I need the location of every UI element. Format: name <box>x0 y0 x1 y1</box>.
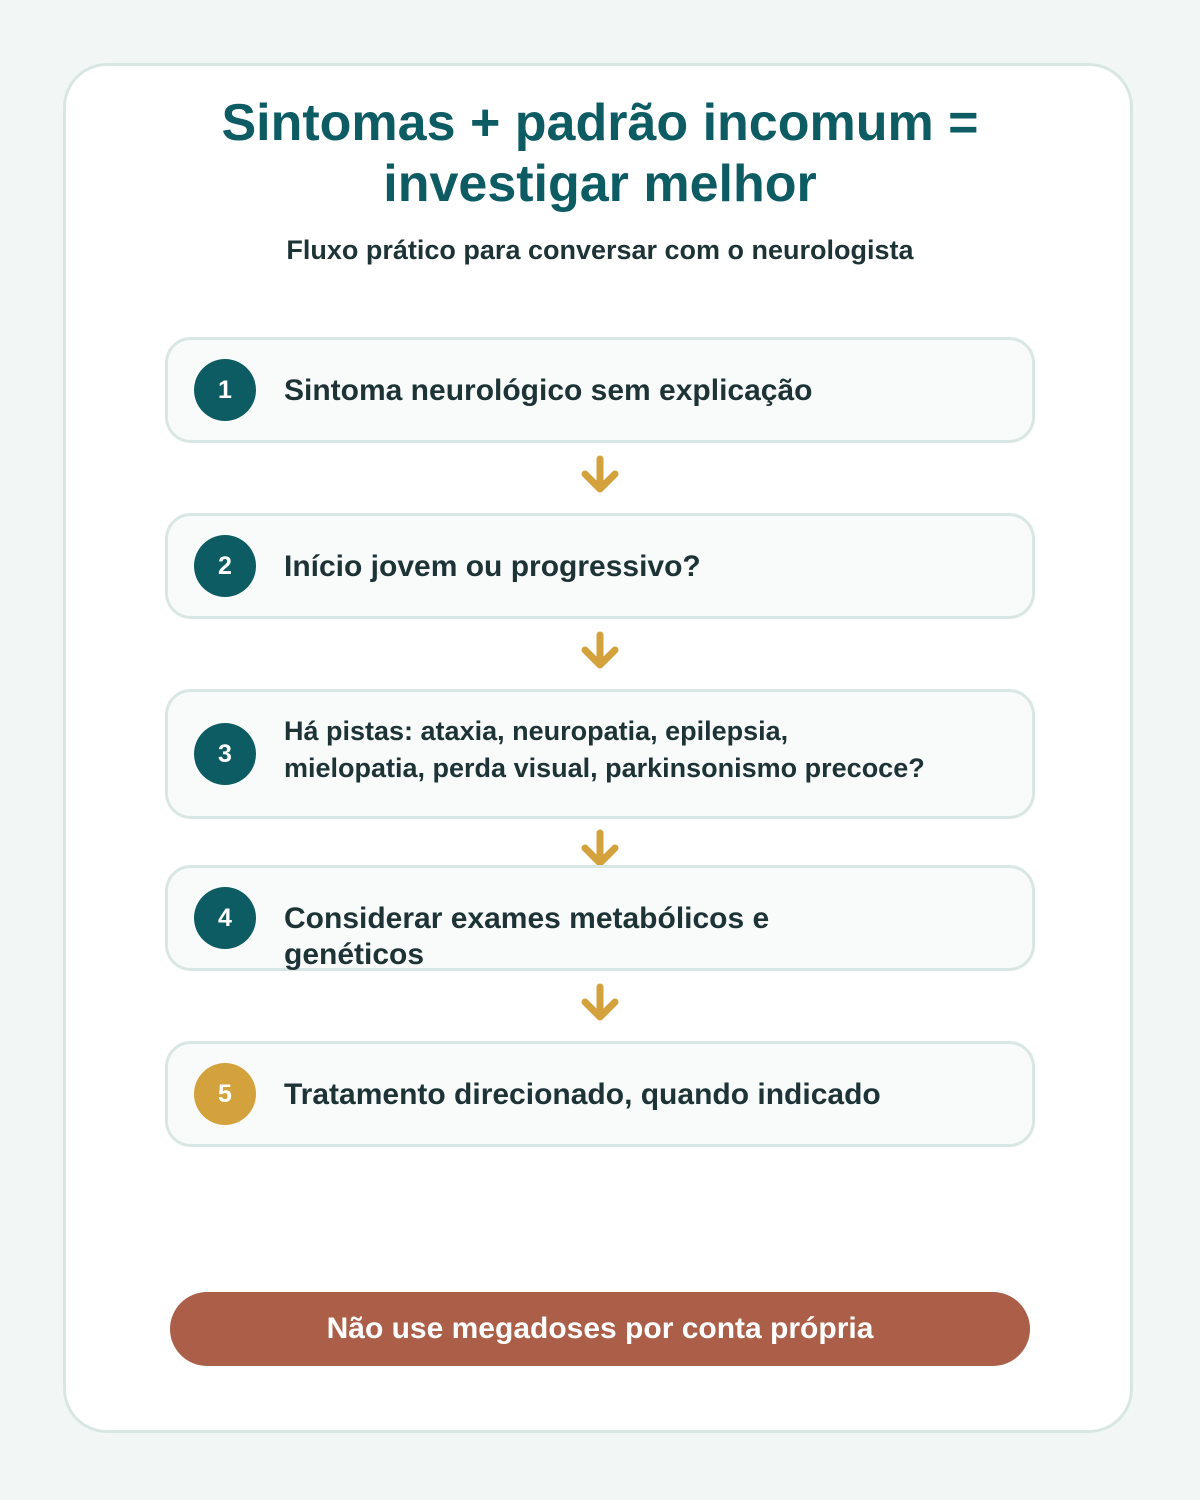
step-text-4 <box>284 901 769 973</box>
arrow-down-icon <box>576 455 624 495</box>
warning-banner: Não use megadoses por conta própria <box>170 1292 1030 1366</box>
arrow-down-icon <box>576 983 624 1023</box>
title-line-1: Sintomas + padrão incomum = <box>221 94 979 152</box>
page-subtitle: Fluxo prático para conversar com o neurologista <box>286 235 914 265</box>
step-number-badge-4: 4 <box>194 887 256 949</box>
flow-step-3 <box>165 689 1035 819</box>
step-number-badge-5: 5 <box>194 1063 256 1125</box>
step-text-1: Sintoma neurológico sem explicação <box>284 374 813 407</box>
step-text-3 <box>284 713 925 787</box>
step-text-5: Tratamento direcionado, quando indicado <box>284 1078 881 1111</box>
flow-step-2 <box>165 513 1035 619</box>
step-number-badge-1: 1 <box>194 359 256 421</box>
page-title <box>0 93 1200 215</box>
step-text-3-line-2: mielopatia, perda visual, parkinsonismo precoce? <box>284 753 925 783</box>
step-text-4-line-1: Considerar exames metabólicos e <box>284 902 770 935</box>
arrow-down-icon <box>576 631 624 671</box>
step-text-2: Início jovem ou progressivo? <box>284 550 701 583</box>
step-number-badge-2: 2 <box>194 535 256 597</box>
step-number-badge-3: 3 <box>194 723 256 785</box>
title-line-2: investigar melhor <box>383 155 817 213</box>
step-text-3-line-1: Há pistas: ataxia, neuropatia, epilepsia, <box>284 716 789 746</box>
arrow-down-icon <box>576 829 624 869</box>
flow-step-4 <box>165 865 1035 971</box>
flow-step-1 <box>165 337 1035 443</box>
flow-step-5 <box>165 1041 1035 1147</box>
step-text-4-line-2: genéticos <box>284 938 425 971</box>
